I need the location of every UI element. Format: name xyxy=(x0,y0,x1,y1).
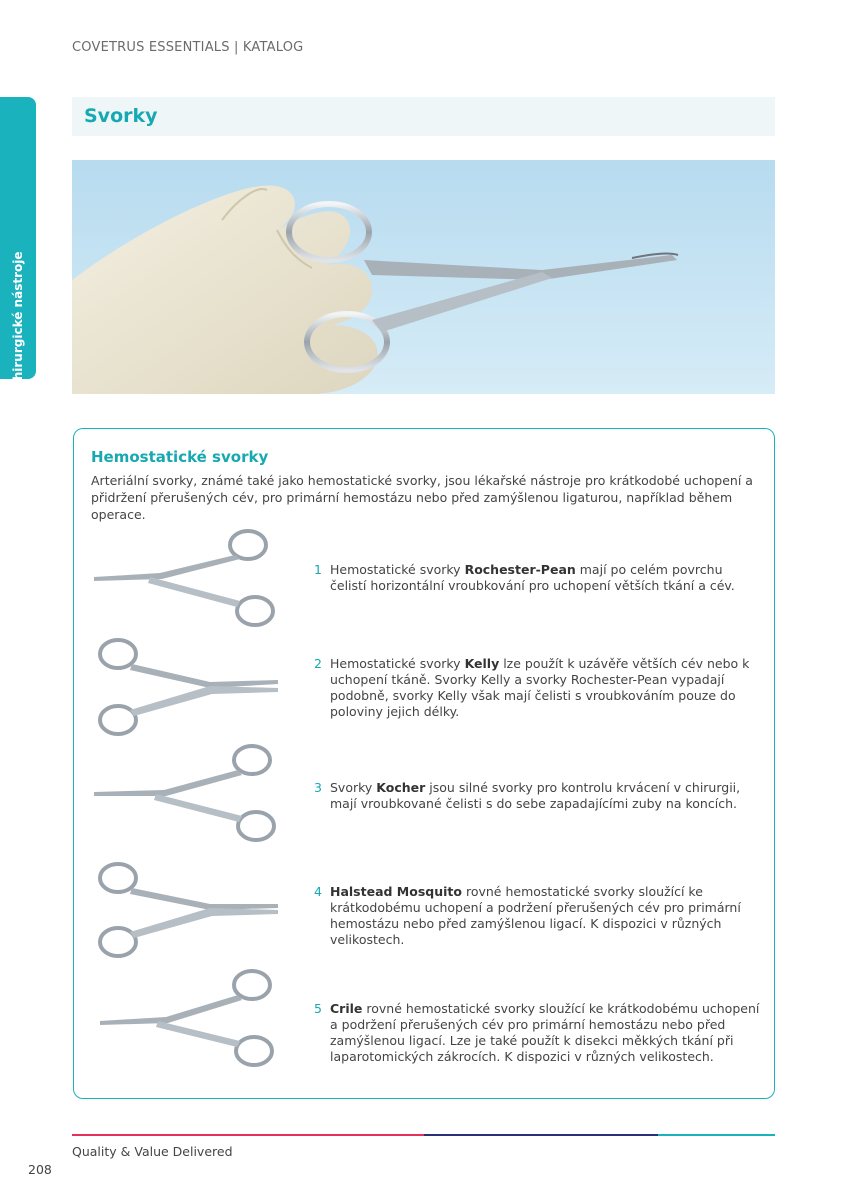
item-name: Halstead Mosquito xyxy=(330,884,462,899)
item-text-pre: Hemostatické svorky xyxy=(330,656,465,671)
item-description xyxy=(330,884,760,948)
item-description xyxy=(330,1001,760,1065)
item-description xyxy=(330,656,760,720)
item-text-pre: Svorky xyxy=(330,780,377,795)
item-number: 1 xyxy=(314,562,322,577)
item-text-post: rovné hemostatické svorky sloužící ke krátkodobému uchopení a podržení přerušených cév pro primární hemostázu nebo před zamýšlenou ligací. K dispozici v různých velikostech. xyxy=(330,884,741,947)
item-name: Kocher xyxy=(376,780,426,795)
box-title: Hemostatické svorky xyxy=(91,448,269,466)
footer-line-pink xyxy=(72,1134,424,1136)
item-text-post: jsou silné svorky pro kontrolu krvácení v chirurgii, mají vroubkované čelisti s do sebe zapadajícími zuby na koncích. xyxy=(330,780,741,811)
item-name: Crile xyxy=(330,1001,363,1016)
item-text-post: lze použít k uzávěře větších cév nebo k uchopení tkáně. Svorky Kelly a svorky Rochester-Pean vypadají podobně, svorky Kelly však mají čelisti s vroubkováním pouze do poloviny jejich délky. xyxy=(330,656,750,719)
item-description xyxy=(330,562,760,594)
item-description xyxy=(330,780,760,812)
footer-line-teal xyxy=(658,1134,775,1136)
gloved-hand-holding-clamp-photo xyxy=(72,160,775,394)
item-name: Rochester-Pean xyxy=(464,562,576,577)
box-intro: Arteriální svorky, známé také jako hemostatické svorky, jsou lékařské nástroje pro krátkodobé uchopení a přidržení přerušených cév, pro primární hemostázu nebo před zamýšlenou ligaturou, například během operace. xyxy=(91,473,753,522)
item-text-post: mají po celém povrchu čelistí horizontální vroubkování pro uchopení větších tkání a cév. xyxy=(330,562,735,593)
item-text-post: rovné hemostatické svorky sloužící ke krátkodobému uchopení a podržení přerušených cév pro primární hemostázu nebo před zamýšlenou ligací. Lze je také použít k disekci měkkých tkání při laparotomických zákrocích. K dispozici v různých velikostech. xyxy=(330,1001,760,1064)
item-number: 5 xyxy=(314,1001,322,1016)
rochester-pean-clamp-image xyxy=(90,527,280,627)
chapter-label: 15 | Chirurgické nástroje xyxy=(11,251,25,419)
item-text-pre: Hemostatické svorky xyxy=(330,562,465,577)
section-title-bar xyxy=(72,97,775,136)
page-number: 208 xyxy=(28,1162,52,1177)
catalog-header: COVETRUS ESSENTIALS | KATALOG xyxy=(72,40,304,55)
chapter-side-tab xyxy=(0,97,36,419)
hemostatic-clamps-box xyxy=(73,428,775,1099)
section-title: Svorky xyxy=(84,105,158,127)
item-number: 4 xyxy=(314,884,322,899)
item-number: 3 xyxy=(314,780,322,795)
kelly-clamp-image xyxy=(90,636,280,736)
footer-tagline: Quality & Value Delivered xyxy=(72,1144,233,1159)
item-name: Kelly xyxy=(464,656,500,671)
item-number: 2 xyxy=(314,656,322,671)
footer-line-navy xyxy=(424,1134,658,1136)
crile-clamp-image xyxy=(90,969,280,1069)
hero-image xyxy=(72,160,775,394)
kocher-clamp-image xyxy=(90,744,280,844)
halstead-mosquito-clamp-image xyxy=(90,862,280,962)
